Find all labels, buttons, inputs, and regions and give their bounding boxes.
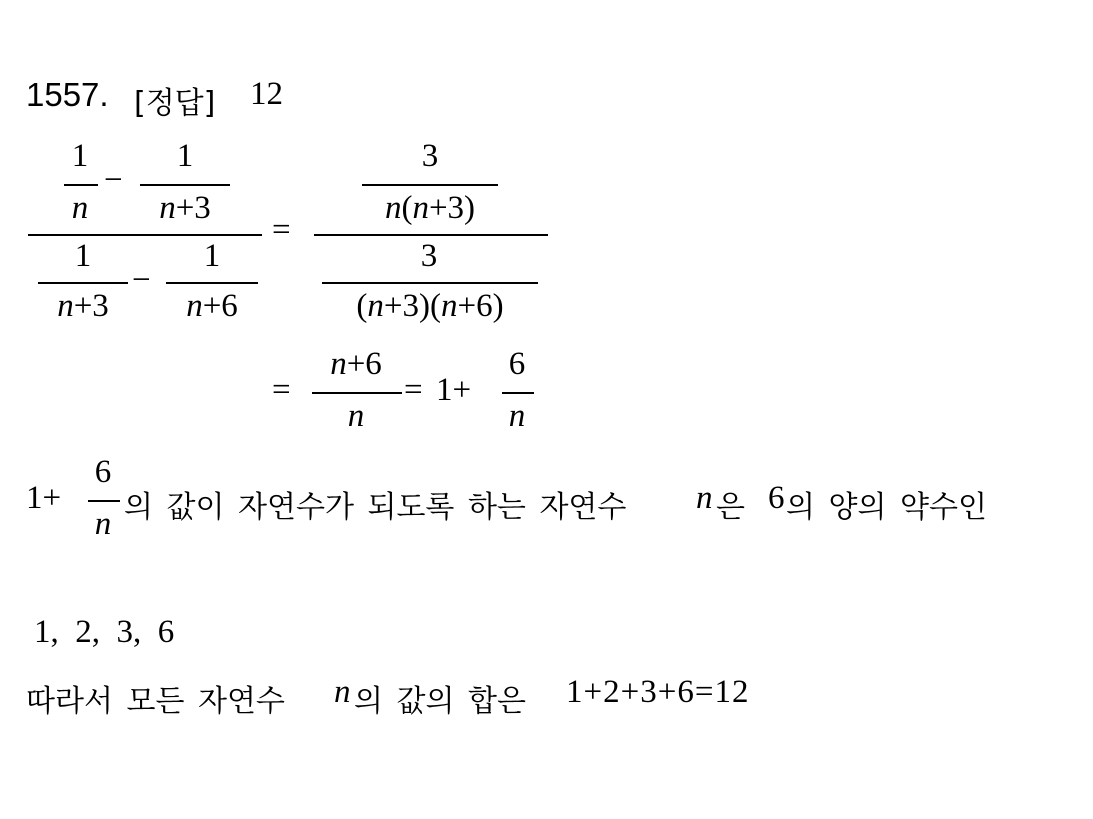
rhs1-top-numerator: 3 — [421, 138, 439, 174]
lhs-top-left-denominator: n — [71, 190, 89, 226]
lhs-top-right-bar — [140, 184, 230, 186]
rhs1-top-denominator: n(n+3) — [384, 190, 476, 226]
lhs-bot-right-denominator: n+6 — [186, 288, 238, 324]
line1-prefix: 1+ — [26, 480, 62, 516]
divisors-list: 1, 2, 3, 6 — [34, 614, 175, 650]
problem-number: 1557. — [26, 76, 109, 113]
lhs-top-right-numerator: 1 — [176, 138, 194, 174]
lhs-top-left-numerator: 1 — [71, 138, 89, 174]
rhs2-bar — [312, 392, 402, 394]
line1-text-a: 의 값이 자연수가 되도록 하는 자연수 — [124, 490, 627, 525]
lhs-top-left-bar — [64, 184, 98, 186]
conclusion-var-n: n — [334, 674, 351, 710]
answer-value: 12 — [250, 76, 283, 112]
rhs1-bot-denominator: (n+3)(n+6) — [356, 288, 504, 324]
conclusion-text-a: 따라서 모든 자연수 — [26, 684, 285, 719]
rhs1-bot-numerator: 3 — [420, 238, 438, 274]
line1-frac-numerator: 6 — [94, 454, 112, 490]
answer-label: [정답] — [134, 86, 216, 121]
line1-frac-denominator: n — [94, 506, 112, 542]
rhs2-denominator: n — [347, 398, 365, 434]
rhs3-prefix: 1+ — [436, 372, 472, 408]
conclusion-text-b: 의 값의 합은 — [354, 684, 526, 719]
rhs3-bar — [502, 392, 534, 394]
lhs-bot-right-bar — [166, 282, 258, 284]
line1-text-c: 의 양의 약수인 — [786, 490, 987, 525]
rhs3-denominator: n — [508, 398, 526, 434]
line1-six: 6 — [768, 480, 785, 516]
equals-sign-3: = — [404, 372, 423, 408]
lhs-top-right-denominator: n+3 — [159, 190, 211, 226]
lhs-bot-left-denominator: n+3 — [57, 288, 109, 324]
conclusion-sum: 1+2+3+6=12 — [566, 674, 750, 710]
equals-sign-1: = — [272, 212, 291, 248]
rhs1-bot-bar — [322, 282, 538, 284]
line1-text-b: 은 — [716, 490, 745, 525]
rhs1-top-bar — [362, 184, 498, 186]
lhs-bot-right-numerator: 1 — [203, 238, 221, 274]
line1-frac-bar — [88, 500, 120, 502]
rhs1-main-bar — [314, 234, 548, 236]
lhs-top-minus: − — [104, 162, 123, 198]
lhs-bot-left-numerator: 1 — [74, 238, 92, 274]
lhs-bot-minus: − — [132, 262, 151, 298]
lhs-main-bar — [28, 234, 262, 236]
rhs2-numerator: n+6 — [330, 346, 382, 382]
rhs3-numerator: 6 — [508, 346, 526, 382]
equals-sign-2: = — [272, 372, 291, 408]
line1-var-n: n — [696, 480, 713, 516]
lhs-bot-left-bar — [38, 282, 128, 284]
